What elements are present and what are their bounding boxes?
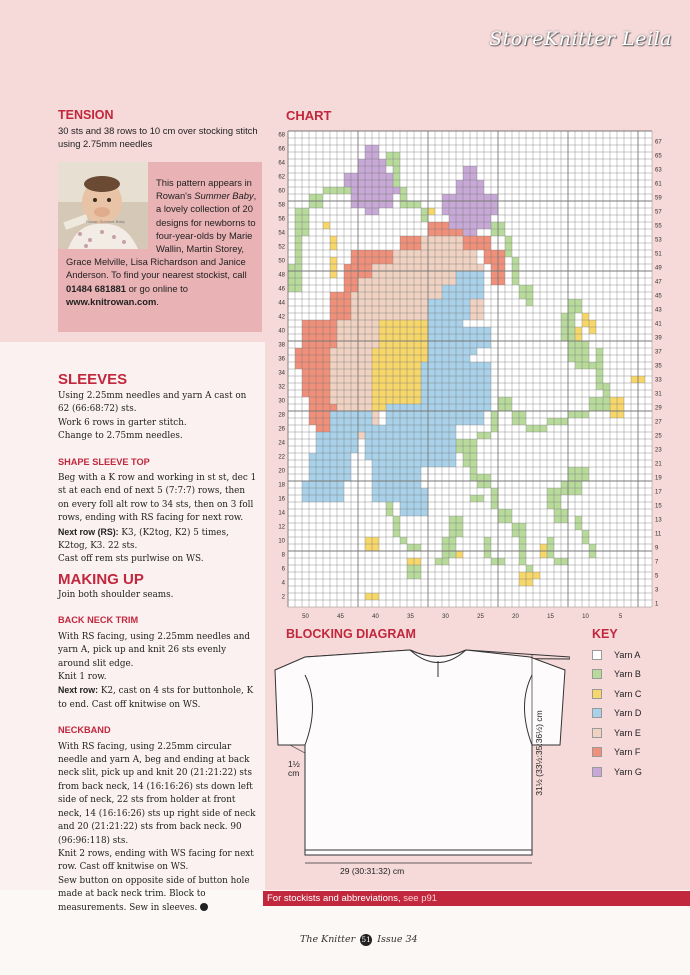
neckband-heading: NECKBAND [58, 725, 111, 736]
swatch [592, 650, 602, 660]
back-neck-trim-heading: BACK NECK TRIM [58, 615, 139, 626]
knitting-chart [265, 125, 665, 620]
blocking-diagram-title: BLOCKING DIAGRAM [286, 627, 416, 641]
row-label-right: 25 [655, 433, 662, 440]
row-label-left: 46 [278, 286, 285, 293]
key-item-yarn-d: Yarn D [592, 707, 641, 719]
row-label-left: 64 [278, 160, 285, 167]
making-up-text: Join both shoulder seams. [58, 590, 174, 600]
sleeves-line-3: Change to 2.75mm needles. [58, 431, 183, 442]
photo-caption: Rowan Summer Baby [86, 219, 125, 224]
page-footer: The Knitter 51 Issue 34 [300, 934, 418, 945]
chart-title: CHART [286, 108, 332, 123]
row-label-left: 28 [278, 412, 285, 419]
column-label: 25 [477, 614, 484, 620]
row-label-right: 43 [655, 307, 662, 314]
watermark: StoreKnitter Leila [489, 28, 672, 50]
row-label-right: 17 [655, 489, 662, 496]
making-up-next-row: Next row: K2, cast on 4 sts for buttonhole, K to end. Cast off knitwise on WS. [58, 685, 254, 710]
row-label-left: 36 [278, 356, 285, 363]
row-label-right: 15 [655, 503, 662, 510]
swatch [592, 728, 602, 738]
row-label-right: 31 [655, 391, 662, 398]
row-label-right: 13 [655, 517, 662, 524]
row-label-left: 10 [278, 538, 285, 545]
row-label-right: 11 [655, 531, 662, 538]
page-number: 51 [361, 935, 371, 944]
row-label-right: 39 [655, 335, 662, 342]
see-page-link[interactable]: see p91 [403, 893, 438, 904]
row-label-left: 24 [278, 440, 285, 447]
stockists-bar: For stockists and abbreviations, see p91 [263, 891, 690, 906]
making-up-title: MAKING UP [58, 571, 144, 588]
swatch [592, 747, 602, 757]
row-label-right: 53 [655, 237, 662, 244]
sleeves-next-row: Next row (RS): K3, (K2tog, K2) 5 times, K2tog, K3. 22 sts. [58, 526, 229, 552]
key-item-yarn-b: Yarn B [592, 668, 641, 680]
row-label-left: 66 [278, 146, 285, 153]
row-label-right: 35 [655, 363, 662, 370]
row-label-left: 52 [278, 244, 285, 251]
promo-text: This pattern appears in Rowan's Summer Baby, a lovely collection of 20 designs for newborns to four-year-olds by Marie Wallin, Martin Storey, Grace Melville, Lisa Richardson and Janice Anderson. To find your nearest stockist, call 01484 681881 or go online to www.knitrowan.com. [66, 177, 257, 307]
swatch [592, 689, 602, 699]
promo-box [58, 162, 262, 332]
row-label-left: 2 [281, 594, 285, 601]
sleeves-line-1: Using 2.25mm needles and yarn A cast on 62 (66:68:72) sts. [58, 391, 247, 415]
row-label-left: 60 [278, 188, 285, 195]
row-label-right: 1 [655, 601, 659, 608]
row-label-right: 37 [655, 349, 662, 356]
row-label-right: 7 [655, 559, 659, 566]
column-label: 50 [302, 614, 309, 620]
blocking-diagram [270, 645, 570, 885]
row-label-right: 49 [655, 265, 662, 272]
column-label: 5 [618, 614, 623, 620]
cuff-label: 1½ cm [288, 759, 300, 778]
row-label-right: 3 [655, 587, 659, 594]
row-label-left: 40 [278, 328, 285, 335]
row-label-left: 44 [278, 300, 285, 307]
row-label-left: 58 [278, 202, 285, 209]
row-label-right: 21 [655, 461, 662, 468]
key-item-yarn-g: Yarn G [592, 766, 642, 778]
row-label-right: 29 [655, 405, 662, 412]
swatch [592, 669, 602, 679]
row-label-left: 32 [278, 384, 285, 391]
tension-text: 30 sts and 38 rows to 10 cm over stocking stitch using 2.75mm needles [58, 125, 258, 149]
row-label-left: 38 [278, 342, 285, 349]
row-label-right: 23 [655, 447, 662, 454]
row-label-left: 50 [278, 258, 285, 265]
row-label-left: 14 [278, 510, 285, 517]
row-label-left: 62 [278, 174, 285, 181]
swatch [592, 767, 602, 777]
row-label-right: 57 [655, 209, 662, 216]
key-item-yarn-c: Yarn C [592, 688, 641, 700]
making-up-body [58, 589, 258, 915]
sleeves-line-2: Work 6 rows in garter stitch. [58, 417, 187, 428]
width-label: 29 (30:31:32) cm [340, 866, 405, 876]
row-label-right: 55 [655, 223, 662, 230]
row-label-left: 18 [278, 482, 285, 489]
row-label-right: 19 [655, 475, 662, 482]
row-label-left: 34 [278, 370, 285, 377]
shape-sleeve-text: Beg with a K row and working in st st, dec 1 st at each end of next 5 (7:7:7) rows, then on every foll alt row to 34 sts, then on 3 foll rows, ending with RS facing for next row. [58, 473, 257, 524]
row-label-right: 51 [655, 251, 662, 258]
row-label-right: 47 [655, 279, 662, 286]
sleeves-cast-off: Cast off rem sts purlwise on WS. [58, 554, 204, 565]
row-label-right: 41 [655, 321, 662, 328]
row-label-right: 67 [655, 139, 662, 146]
row-label-left: 68 [278, 132, 285, 139]
row-label-right: 63 [655, 167, 662, 174]
row-label-left: 6 [281, 566, 285, 573]
row-label-right: 61 [655, 181, 662, 188]
key-item-yarn-e: Yarn E [592, 727, 641, 739]
row-label-right: 59 [655, 195, 662, 202]
back-neck-trim-text: With RS facing, using 2.25mm needles and yarn A, pick up and knit 26 sts evenly around slit edge. [58, 631, 251, 669]
row-label-right: 33 [655, 377, 662, 384]
row-label-right: 45 [655, 293, 662, 300]
row-label-left: 30 [278, 398, 285, 405]
column-label: 30 [442, 614, 449, 620]
key-title: KEY [592, 627, 618, 641]
row-label-left: 42 [278, 314, 285, 321]
swatch [592, 708, 602, 718]
row-label-left: 56 [278, 216, 285, 223]
knit-two-rows: Knit 2 rows, ending with WS facing for next row. Cast off knitwise on WS. [58, 848, 254, 873]
column-label: 10 [582, 614, 589, 620]
row-label-left: 12 [278, 524, 285, 531]
key-item-yarn-a: Yarn A [592, 649, 640, 661]
column-label: 35 [407, 614, 414, 620]
sleeves-body [58, 390, 258, 567]
shape-sleeve-top-heading: SHAPE SLEEVE TOP [58, 456, 150, 467]
row-label-right: 27 [655, 419, 662, 426]
row-label-left: 4 [281, 580, 285, 587]
tension-title: TENSION [58, 108, 114, 122]
row-label-left: 26 [278, 426, 285, 433]
sew-text: Sew button on opposite side of button hole made at back neck trim. Block to measurements. Sew in sleeves. [58, 875, 250, 913]
row-label-left: 20 [278, 468, 285, 475]
column-label: 15 [547, 614, 554, 620]
row-label-left: 22 [278, 454, 285, 461]
row-label-right: 9 [655, 545, 659, 552]
row-label-left: 54 [278, 230, 285, 237]
row-label-left: 16 [278, 496, 285, 503]
neckband-text: With RS facing, using 2.25mm circular needle and yarn A, beg and ending at back neck slit, pick up and knit 20 (21:21:22) sts from back neck, 14 (16:16:26) sts down left side of neck, 22 sts from holder at front neck, 14 (16:16:26) sts up right side of neck and 20 (21:21:22) sts from back neck. 90 (96:96:118) sts. [58, 741, 256, 846]
height-label: 31½ (33½:35:36½) cm [534, 710, 544, 796]
row-label-left: 48 [278, 272, 285, 279]
knit-one-row: Knit 1 row. [58, 672, 107, 683]
column-label: 40 [372, 614, 379, 620]
row-label-left: 8 [281, 552, 285, 559]
row-label-right: 5 [655, 573, 659, 580]
row-label-right: 65 [655, 153, 662, 160]
key-item-yarn-f: Yarn F [592, 746, 640, 758]
column-label: 20 [512, 614, 519, 620]
sleeves-title: SLEEVES [58, 371, 128, 388]
column-label: 45 [337, 614, 344, 620]
